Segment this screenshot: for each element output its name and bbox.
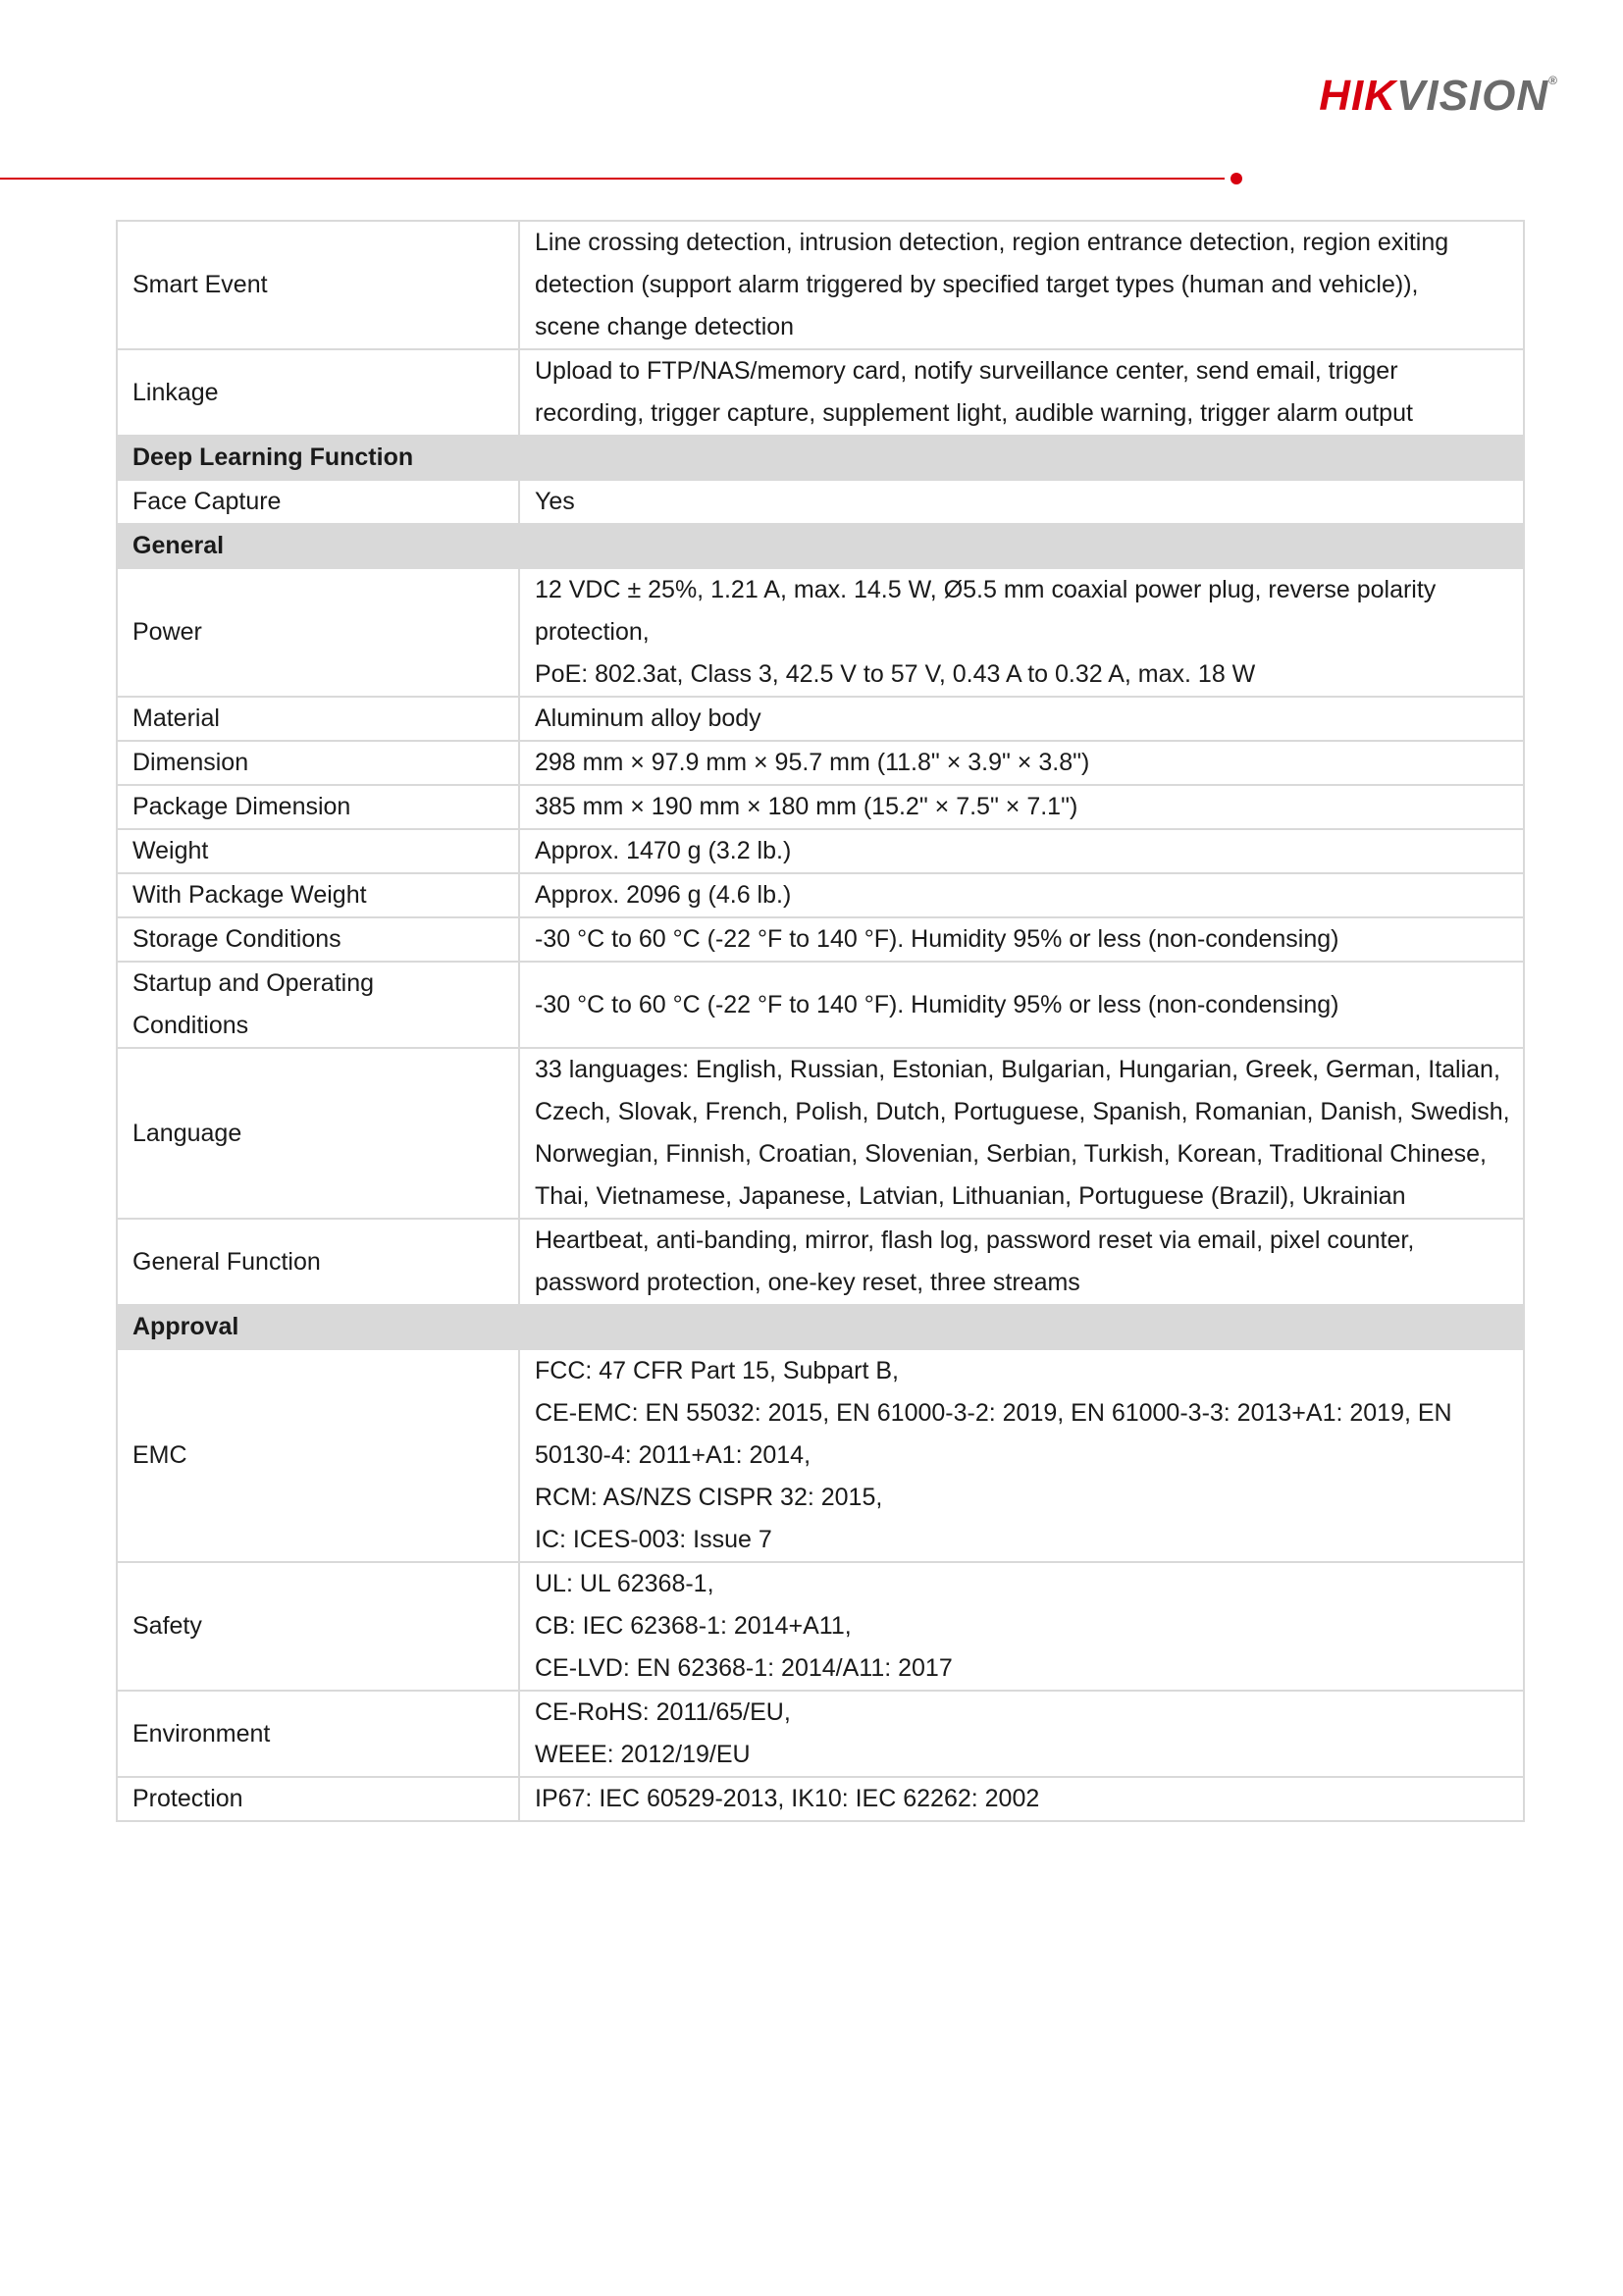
- specification-table-body: [117, 221, 1524, 1821]
- spec-label: Smart Event: [117, 221, 519, 349]
- spec-value-line: Norwegian, Finnish, Croatian, Slovenian, Serbian, Turkish, Korean, Traditional Chinese,: [535, 1140, 1487, 1168]
- spec-row: [117, 221, 1524, 349]
- spec-row: [117, 1349, 1524, 1562]
- spec-value-line: RCM: AS/NZS CISPR 32: 2015,: [535, 1484, 883, 1511]
- spec-row: [117, 741, 1524, 785]
- spec-value: [519, 962, 1524, 1048]
- spec-row: [117, 1562, 1524, 1691]
- spec-value: [519, 1562, 1524, 1691]
- spec-value-line: Approx. 2096 g (4.6 lb.): [535, 881, 792, 909]
- spec-row: [117, 1777, 1524, 1821]
- spec-value-line: UL: UL 62368-1,: [535, 1570, 714, 1597]
- spec-value: [519, 697, 1524, 741]
- spec-label-line: Conditions: [132, 1012, 249, 1039]
- spec-label: Material: [117, 697, 519, 741]
- section-header-row: [117, 436, 1524, 480]
- spec-value-line: 12 VDC ± 25%, 1.21 A, max. 14.5 W, Ø5.5 mm coaxial power plug, reverse polarity: [535, 576, 1437, 603]
- spec-value: [519, 1777, 1524, 1821]
- spec-value-line: protection,: [535, 618, 650, 646]
- spec-value: [519, 1219, 1524, 1305]
- spec-label: Package Dimension: [117, 785, 519, 829]
- spec-label: [117, 962, 519, 1048]
- spec-value-line: -30 °C to 60 °C (-22 °F to 140 °F). Humidity 95% or less (non-condensing): [535, 925, 1339, 953]
- spec-value-line: password protection, one-key reset, three streams: [535, 1269, 1080, 1296]
- spec-value: [519, 829, 1524, 873]
- spec-label: Power: [117, 568, 519, 697]
- spec-row: [117, 1048, 1524, 1219]
- spec-value-line: Aluminum alloy body: [535, 704, 761, 732]
- spec-value: [519, 480, 1524, 524]
- spec-row: [117, 873, 1524, 917]
- spec-value-line: detection (support alarm triggered by specified target types (human and vehicle)),: [535, 271, 1419, 298]
- spec-value-line: Czech, Slovak, French, Polish, Dutch, Portuguese, Spanish, Romanian, Danish, Swedish,: [535, 1098, 1510, 1125]
- spec-value-line: IP67: IEC 60529-2013, IK10: IEC 62262: 2002: [535, 1785, 1040, 1812]
- spec-value-line: WEEE: 2012/19/EU: [535, 1741, 751, 1768]
- spec-value-line: CB: IEC 62368-1: 2014+A11,: [535, 1612, 852, 1640]
- spec-label: With Package Weight: [117, 873, 519, 917]
- spec-value: [519, 785, 1524, 829]
- spec-row: [117, 697, 1524, 741]
- spec-label: Face Capture: [117, 480, 519, 524]
- specification-table: [116, 220, 1525, 1822]
- section-header-row: [117, 524, 1524, 568]
- spec-value-line: Yes: [535, 488, 575, 515]
- spec-value: [519, 1691, 1524, 1777]
- hikvision-logo: [1319, 72, 1558, 120]
- spec-value-line: PoE: 802.3at, Class 3, 42.5 V to 57 V, 0.43 A to 0.32 A, max. 18 W: [535, 660, 1256, 688]
- spec-value: [519, 741, 1524, 785]
- spec-value-line: Approx. 1470 g (3.2 lb.): [535, 837, 792, 864]
- spec-label: Language: [117, 1048, 519, 1219]
- spec-value: [519, 873, 1524, 917]
- spec-row: [117, 480, 1524, 524]
- spec-label: EMC: [117, 1349, 519, 1562]
- spec-row: [117, 568, 1524, 697]
- logo-vision-text: VISION: [1396, 72, 1549, 120]
- spec-value: [519, 917, 1524, 962]
- spec-value-line: -30 °C to 60 °C (-22 °F to 140 °F). Humidity 95% or less (non-condensing): [535, 990, 1339, 1018]
- spec-label: Dimension: [117, 741, 519, 785]
- spec-value-line: recording, trigger capture, supplement light, audible warning, trigger alarm output: [535, 399, 1413, 427]
- spec-row: [117, 1219, 1524, 1305]
- logo-registered-mark: ®: [1548, 74, 1558, 87]
- header-divider-line: [0, 178, 1225, 180]
- spec-value-line: IC: ICES-003: Issue 7: [535, 1526, 772, 1553]
- spec-label: General Function: [117, 1219, 519, 1305]
- spec-label: Safety: [117, 1562, 519, 1691]
- spec-value-line: Heartbeat, anti-banding, mirror, flash log, password reset via email, pixel counter,: [535, 1226, 1415, 1254]
- spec-row: [117, 1691, 1524, 1777]
- spec-value-line: CE-RoHS: 2011/65/EU,: [535, 1698, 791, 1726]
- section-header-label: General: [117, 524, 1524, 568]
- spec-label: Linkage: [117, 349, 519, 436]
- spec-label: Weight: [117, 829, 519, 873]
- spec-value: [519, 349, 1524, 436]
- spec-label: Storage Conditions: [117, 917, 519, 962]
- spec-value: [519, 1048, 1524, 1219]
- spec-label: Protection: [117, 1777, 519, 1821]
- spec-value-line: Upload to FTP/NAS/memory card, notify surveillance center, send email, trigger: [535, 357, 1398, 385]
- spec-row: [117, 349, 1524, 436]
- spec-value-line: FCC: 47 CFR Part 15, Subpart B,: [535, 1357, 899, 1384]
- spec-value-line: CE-LVD: EN 62368-1: 2014/A11: 2017: [535, 1654, 953, 1682]
- spec-label-line: Startup and Operating: [132, 969, 374, 997]
- spec-row: [117, 785, 1524, 829]
- spec-value-line: 50130-4: 2011+A1: 2014,: [535, 1441, 812, 1469]
- spec-value-line: 298 mm × 97.9 mm × 95.7 mm (11.8" × 3.9" × 3.8"): [535, 749, 1090, 776]
- spec-value: [519, 568, 1524, 697]
- spec-value-line: Line crossing detection, intrusion detection, region entrance detection, region exiting: [535, 229, 1449, 256]
- spec-value-line: Thai, Vietnamese, Japanese, Latvian, Lithuanian, Portuguese (Brazil), Ukrainian: [535, 1182, 1406, 1210]
- spec-row: [117, 829, 1524, 873]
- spec-row: [117, 962, 1524, 1048]
- spec-value-line: CE-EMC: EN 55032: 2015, EN 61000-3-2: 2019, EN 61000-3-3: 2013+A1: 2019, EN: [535, 1399, 1452, 1427]
- logo-hik-text: HIK: [1319, 72, 1396, 120]
- spec-value: [519, 1349, 1524, 1562]
- section-header-label: Deep Learning Function: [117, 436, 1524, 480]
- spec-row: [117, 917, 1524, 962]
- spec-value-line: scene change detection: [535, 313, 795, 340]
- spec-label: Environment: [117, 1691, 519, 1777]
- section-header-row: [117, 1305, 1524, 1349]
- section-header-label: Approval: [117, 1305, 1524, 1349]
- spec-value: [519, 221, 1524, 349]
- spec-value-line: 33 languages: English, Russian, Estonian, Bulgarian, Hungarian, Greek, German, Italian,: [535, 1056, 1500, 1083]
- header-divider-dot: [1230, 173, 1242, 184]
- spec-value-line: 385 mm × 190 mm × 180 mm (15.2" × 7.5" × 7.1"): [535, 793, 1078, 820]
